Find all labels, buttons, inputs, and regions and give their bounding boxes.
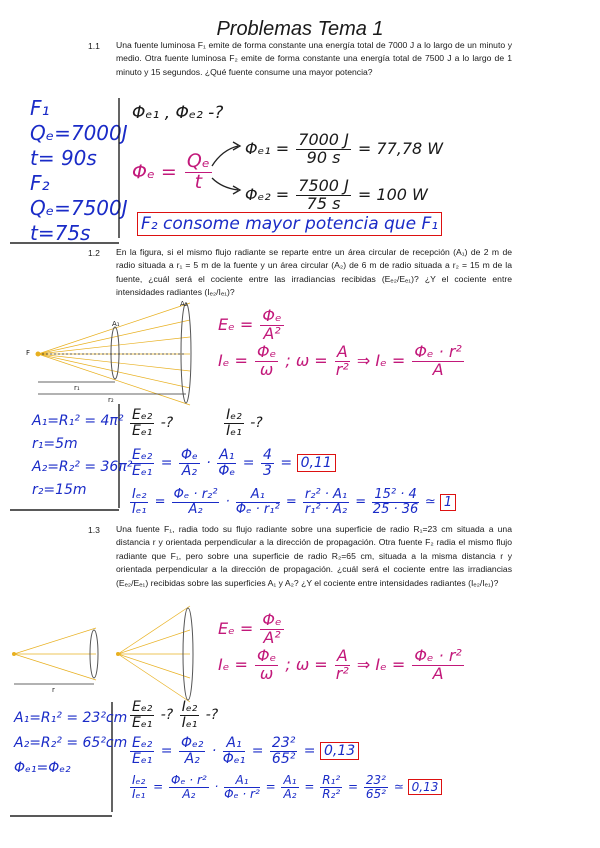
figure-label: r₂ — [108, 396, 114, 404]
ratio-den: Iₑ₁ — [226, 422, 242, 439]
question-mark: -? — [160, 415, 174, 432]
calc-den: 90 s — [306, 147, 341, 167]
calc-num: 7500 J — [298, 176, 349, 195]
intensity-ratio: $\frac{\text{Iₑ₂}}{\text{Iₑ₁}}$ = $\frac{\text{Φₑ · r²}}{\text{A₂}}$ · $\frac{\text{A₁}}{\text{Φₑ · r²}}$ = $\frac{\text{A₁}}{\text{A₂}}$ = $\frac{\text{R₁²}}{\text{R₂²}}$ = $\frac{\text{23²}}{\text{65²}}$ ≃ 0,13 — [128, 774, 442, 800]
formula-den: r² — [335, 663, 349, 683]
ratio-den: Eₑ₁ — [132, 714, 153, 731]
ratio-den: Eₑ₁ — [132, 422, 153, 439]
formula-num: Φₑ · r² — [414, 646, 462, 665]
ratio-num: Eₑ₂ — [132, 447, 153, 463]
ratio-den: A₂ — [181, 462, 197, 479]
ratio-num: A₁ — [219, 447, 235, 463]
ratio-den: Φₑ · r₁² — [235, 501, 280, 517]
ratio-num: Iₑ₂ — [132, 773, 146, 787]
ratio-num: A₁ — [283, 773, 297, 787]
ratio-num: A₁ — [236, 488, 280, 503]
formula-den: A² — [263, 627, 281, 647]
formula-lhs: Iₑ = — [218, 350, 248, 370]
irradiance-ratio: $\frac{\text{Eₑ₂}}{\text{Eₑ₁}}$ = $\frac{\text{Φₑ}}{\text{A₂}}$ · $\frac{\text{A₁}}{\text{Φₑ}}$ = $\frac{4}{3}$ = 0,11 — [128, 448, 336, 478]
ratio-den: 3 — [263, 462, 272, 479]
formula-den: A — [432, 359, 444, 379]
formula-num: Qₑ — [186, 150, 210, 172]
given-item: t=75s — [30, 221, 91, 245]
calc-lhs: Φₑ₂ = — [245, 184, 290, 204]
figure-label: F — [26, 349, 31, 357]
ratio-den: Eₑ₁ — [132, 462, 153, 479]
ratio-den: A₂ — [283, 786, 297, 801]
formula-num: Φₑ — [256, 646, 277, 665]
question-mark: -? — [250, 415, 263, 432]
ratio-num: 23² — [365, 773, 386, 787]
formula-den: A — [432, 663, 444, 683]
figure-label: A₂ — [180, 300, 188, 308]
ratio-den: Iₑ₁ — [181, 714, 198, 731]
ratio-num: A₁ — [224, 774, 260, 788]
given-item: A₂=R₂² = 65²cm — [14, 735, 128, 751]
question-mark: -? — [160, 707, 174, 724]
ratio-den: 65² — [271, 750, 296, 767]
conclusion-box: F₂ consome mayor potencia que F₁ — [137, 212, 442, 236]
formula-den: A² — [263, 323, 281, 343]
formula-num: Φₑ — [262, 610, 282, 629]
ratio-den: Iₑ₁ — [132, 501, 147, 517]
ratio-num: 23² — [271, 735, 296, 751]
ratio-den: R₂² — [322, 786, 341, 801]
calc-num: 7000 J — [298, 130, 349, 149]
ratio-den: r₁² · A₂ — [304, 501, 348, 517]
calc-den: 75 s — [306, 193, 341, 213]
figure-label: r₁ — [74, 384, 80, 392]
ratio-num: Eₑ₂ — [132, 407, 153, 423]
result-box: 0,13 — [408, 779, 443, 795]
ratio-num: r₂² · A₁ — [304, 487, 348, 502]
question-line — [128, 700, 218, 730]
given-item: F₂ — [30, 171, 50, 195]
formula-den: t — [194, 170, 203, 193]
ratio-den: Eₑ₁ — [132, 750, 153, 767]
problem-text: Una fuente F₁, radia todo su flujo radiante sobre una superficie de radio R₁=23 cm situada a una distancia r y orientada perpendicular a la dirección de propagación. Otra fuente F₂ radia el mismo flujo radiante que F₁, pero sobre una superficie de radio R₂=65 cm, situada a la misma distancia r y orientada perpendicular a la dirección de propagación. ¿cuál será el cociente entre las irradiancias (Eₑ₂/Eₑ₁) recibidas sobre las superficies A₁ y A₂? ¿Y el cociente entre intensidades radiantes (Iₑ₂/Iₑ₁)? — [116, 524, 512, 588]
problem-text: Una fuente luminosa F₁ emite de forma constante una energía total de 7000 J a lo largo de un minuto y medio. Otra fuente luminosa F₂ emite de forma constante una energía total de 7500 J a lo largo de 1 minuto y 15 segundos. ¿Qué fuente consume una mayor potencia? — [116, 40, 512, 77]
problem-text: En la figura, si el mismo flujo radiante se reparte entre un área circular de recepción (A₁) de 2 m de radio situada a r₁ = 5 m de la fuente y un área circular (A₂) de 6 m de radio situada a r₂ = 15 m de la fuente, ¿cuál será el cociente entre las irradiancias recibidas (Eₑ₂/Eₑ₁)? ¿Y el cociente entre intensidades radiantes (Iₑ₂/Iₑ₁)? — [116, 247, 512, 298]
given-item: A₂=R₂² = 36π² — [32, 459, 133, 475]
ratio-num: A₁ — [223, 736, 245, 752]
formula-lhs: Iₑ = — [218, 654, 248, 674]
formula-num: Φₑ · r² — [414, 342, 462, 361]
irradiance-ratio: $\frac{\text{Eₑ₂}}{\text{Eₑ₁}}$ = $\frac{\text{Φₑ₂}}{\text{A₂}}$ · $\frac{\text{A₁}}{\text{Φₑ₁}}$ = $\frac{\text{23²}}{\text{65²}}$ = 0,13 — [128, 736, 359, 766]
ratio-num: Iₑ₂ — [226, 407, 242, 423]
intensity-formula — [218, 648, 466, 683]
figure-label: A₁ — [112, 320, 120, 328]
ratio-den: Φₑ — [218, 462, 236, 479]
problem-number: 1.3 — [88, 525, 100, 535]
formula-lhs: ⇒ Iₑ = — [356, 654, 406, 674]
result-box: 0,13 — [320, 742, 359, 760]
formula-lhs: Eₑ = — [218, 618, 254, 638]
formula-lhs: Φₑ = — [132, 160, 177, 183]
ratio-num: Φₑ₂ — [180, 735, 204, 751]
ratio-num: Iₑ₂ — [132, 487, 147, 502]
result-box: 1 — [440, 494, 456, 511]
formula-den: ω — [259, 663, 274, 683]
intensity-ratio: $\frac{\text{Iₑ₂}}{\text{Iₑ₁}}$ = $\frac{\text{Φₑ · r₂²}}{\text{A₂}}$ · $\frac{\text{A₁}}{\text{Φₑ · r₁²}}$ = $\frac{\text{r₂² · A₁}}{\text{r₁² · A₂}}$ = $\frac{\text{15² · 4}}{25 \cdot 36}$ ≃ 1 — [128, 488, 456, 516]
given-item: t= 90s — [30, 146, 97, 170]
ratio-den: Φₑ · r² — [224, 786, 260, 801]
ratio-den: 25 · 36 — [372, 501, 419, 517]
formula-num: Φₑ — [256, 342, 277, 361]
question-line: Φₑ₁ , Φₑ₂ -? — [132, 103, 224, 123]
question-mark: -? — [205, 707, 219, 724]
formula-num: A — [336, 646, 348, 665]
given-item: r₂=15m — [32, 482, 87, 498]
figure-label: r — [52, 686, 55, 694]
given-item: A₁=R₁² = 4π² — [32, 413, 124, 429]
problem-number: 1.1 — [88, 41, 100, 51]
ratio-num: R₁² — [322, 773, 341, 787]
formula-lhs: Eₑ = — [218, 314, 254, 334]
page-title: Problemas Tema 1 — [216, 18, 384, 40]
ratio-den: Φₑ₁ — [222, 750, 246, 767]
ratio-den: A₂ — [184, 750, 200, 767]
ratio-den: 65² — [365, 786, 386, 801]
ratio-num: Eₑ₂ — [132, 735, 153, 751]
calc-result: = 100 W — [357, 184, 428, 204]
given-item: Qₑ=7000J — [30, 121, 128, 145]
result-box: 0,11 — [297, 454, 336, 472]
given-item: F₁ — [30, 96, 50, 120]
ratio-den: A₂ — [182, 786, 196, 801]
given-item: A₁=R₁² = 23²cm — [14, 710, 128, 726]
ratio-num: Eₑ₂ — [132, 699, 153, 715]
given-item: Φₑ₁=Φₑ₂ — [14, 760, 71, 776]
ratio-den: A₂ — [188, 501, 203, 517]
formula-num: Φₑ — [262, 306, 282, 325]
ratio-den: Iₑ₁ — [132, 786, 146, 801]
formula-lhs: ; ω = — [285, 654, 328, 674]
formula-num: A — [336, 342, 348, 361]
formula-den: r² — [335, 359, 349, 379]
formula-lhs: ; ω = — [285, 350, 328, 370]
calc-lhs: Φₑ₁ = — [245, 138, 290, 158]
formula-den: ω — [259, 359, 274, 379]
given-item: r₁=5m — [32, 436, 78, 452]
ratio-num: 15² · 4 — [374, 487, 417, 502]
calc-result: = 77,78 W — [357, 138, 444, 158]
problem-number: 1.2 — [88, 248, 100, 258]
irradiance-formula — [218, 612, 286, 647]
given-item: Qₑ=7500J — [30, 196, 128, 220]
ratio-num: Φₑ — [180, 447, 198, 463]
given-data-list — [14, 706, 127, 781]
ratio-num: Iₑ₂ — [181, 699, 198, 715]
formula-lhs: ⇒ Iₑ = — [356, 350, 406, 370]
ratio-num: Φₑ · r₂² — [173, 487, 218, 502]
ratio-num: 4 — [263, 447, 272, 463]
ratio-num: Φₑ · r² — [171, 773, 207, 787]
